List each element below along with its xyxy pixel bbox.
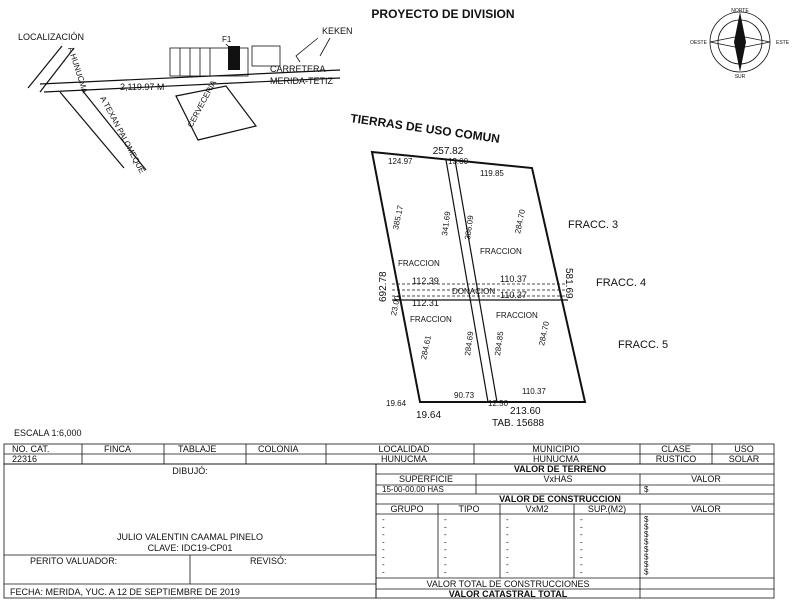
superficie-value: 15-00-00.00 HAS — [382, 485, 444, 494]
construccion-empty-cell: - — [382, 567, 385, 577]
compass-rose — [690, 8, 790, 80]
right-lower: 284.70 — [537, 320, 552, 347]
construccion-empty-cell: - — [506, 537, 509, 547]
construccion-empty-cell: - — [580, 515, 583, 524]
parcel-plan — [350, 111, 669, 429]
left-mid-small: 23.00 — [389, 294, 403, 317]
value-localidad: HUNUCMA — [381, 454, 427, 464]
construccion-empty-cell: - — [444, 537, 447, 547]
fraccion-label-3: FRACCION — [410, 315, 452, 324]
fraccion-label-1: FRACCION — [398, 259, 440, 268]
reviso-label: REVISÓ: — [250, 556, 287, 566]
construccion-empty-cell: - — [506, 567, 509, 577]
road-texan-label: A TEXAN PALOMEQUE — [98, 94, 147, 175]
fracc-4-label: FRACC. 4 — [596, 277, 647, 289]
value-municipio: HUNUCMA — [533, 454, 579, 464]
construccion-currency-cell: $ — [644, 522, 649, 532]
construccion-currency-cell: $ — [644, 567, 649, 577]
construccion-empty-cell: - — [444, 560, 447, 569]
inner-right-lower: 284.85 — [493, 330, 506, 357]
fracc-5-label: FRACC. 5 — [618, 339, 669, 351]
inner-left-lower: 284.69 — [463, 330, 476, 357]
construccion-header-sup: SUP.(M2) — [587, 504, 627, 514]
construccion-empty-cell: - — [506, 552, 509, 562]
construccion-empty-cell: - — [444, 530, 447, 539]
valor-catastral-total-label: VALOR CATASTRAL TOTAL — [448, 589, 568, 599]
mid-left-lower: 112.31 — [412, 298, 439, 308]
donation-label: DONACION — [452, 287, 496, 296]
construccion-currency-cell: $ — [644, 552, 649, 562]
mid-right-upper: 110.37 — [500, 274, 527, 284]
header-tablaje: TABLAJE — [178, 444, 217, 454]
bottom-tab: TAB. 15688 — [492, 418, 545, 429]
header-finca: FINCA — [104, 444, 131, 454]
compass-west: OESTE — [690, 40, 707, 46]
keken-label: KEKEN — [322, 26, 353, 36]
col-superficie: SUPERFICIE — [398, 474, 454, 484]
mid-left-upper: 112.39 — [412, 276, 439, 286]
fracc-3-label: FRACC. 3 — [568, 219, 619, 231]
construccion-empty-cell: - — [382, 522, 385, 532]
mid-right-lower: 110.37 — [500, 290, 527, 300]
construccion-empty-cell: - — [444, 522, 447, 532]
construccion-currency-cell: $ — [644, 537, 649, 547]
construccion-empty-cell: - — [506, 530, 509, 539]
value-no-cat: 22316 — [12, 454, 38, 464]
col-valor: VALOR — [691, 474, 721, 484]
title-block — [4, 444, 774, 599]
distance-label: 2,119.97 M — [120, 82, 165, 92]
construccion-empty-cell: - — [506, 515, 509, 524]
construccion-empty-cell: - — [580, 522, 583, 532]
project-title: PROYECTO DE DIVISION — [371, 7, 515, 21]
top-left-segment: 124.97 — [388, 157, 413, 166]
dibujo-label: DIBUJÓ: — [172, 466, 208, 476]
construccion-header-tipo: TIPO — [458, 504, 480, 514]
construccion-currency-cell: $ — [644, 530, 649, 539]
construccion-empty-cell: - — [580, 552, 583, 562]
top-mid-segment: 13.00 — [448, 157, 469, 166]
construccion-empty-cell: - — [382, 552, 385, 562]
construccion-empty-cell: - — [506, 545, 509, 554]
construccion-empty-cell: - — [580, 537, 583, 547]
bottom-left-small: 19.64 — [386, 399, 407, 408]
location-map — [18, 26, 353, 175]
construccion-header-grupo: GRUPO — [390, 504, 424, 514]
left-upper: 385.17 — [391, 204, 406, 231]
construccion-rows — [382, 515, 649, 577]
terreno-currency: $ — [644, 485, 649, 494]
top-right-segment: 119.85 — [480, 169, 504, 178]
header-localidad: LOCALIDAD — [378, 444, 430, 454]
fecha-label: FECHA: MERIDA, YUC. A 12 DE SEPTIEMBRE DE 2019 — [10, 587, 240, 597]
right-upper: 284.70 — [513, 208, 528, 235]
construccion-empty-cell: - — [506, 560, 509, 569]
compass-north: NORTE — [731, 8, 749, 14]
construccion-empty-cell: - — [382, 560, 385, 569]
construccion-currency-cell: $ — [644, 515, 649, 524]
header-colonia: COLONIA — [258, 444, 299, 454]
value-clase: RUSTICO — [655, 454, 697, 464]
header-municipio: MUNICIPIO — [532, 444, 580, 454]
construccion-empty-cell: - — [506, 522, 509, 532]
location-title: LOCALIZACIÓN — [18, 32, 85, 42]
f1-label: F1 — [222, 35, 232, 44]
carretera-label-1: CARRETERA — [270, 64, 326, 74]
bottom-right: 110.37 — [522, 387, 546, 396]
construccion-empty-cell: - — [444, 545, 447, 554]
valor-construccion-title: VALOR DE CONSTRUCCION — [499, 494, 621, 504]
construccion-empty-cell: - — [444, 515, 447, 524]
right-side-total: 581.69 — [563, 268, 574, 299]
valor-terreno-title: VALOR DE TERRENO — [513, 464, 607, 474]
construccion-empty-cell: - — [580, 530, 583, 539]
bottom-total: 213.60 — [510, 406, 541, 417]
left-lower: 284.61 — [419, 334, 434, 361]
inner-right-upper: 386.09 — [463, 214, 476, 241]
construccion-empty-cell: - — [580, 545, 583, 554]
construccion-currency-cell: $ — [644, 545, 649, 554]
header-uso: USO — [734, 444, 754, 454]
construccion-header-vxm2: VxM2 — [525, 504, 549, 514]
construccion-header-valor: VALOR — [691, 504, 721, 514]
col-vxhas: VxHAS — [543, 474, 573, 484]
compass-south: SUR — [734, 74, 746, 80]
construccion-empty-cell: - — [444, 567, 447, 577]
fraccion-label-2: FRACCION — [480, 247, 522, 256]
construccion-empty-cell: - — [444, 552, 447, 562]
bottom-mid: 90.73 — [454, 391, 475, 400]
header-no-cat: NO. CAT. — [12, 444, 50, 454]
total-construcciones-label: VALOR TOTAL DE CONSTRUCCIONES — [426, 579, 590, 589]
cerveceria-label: CERVECERIA — [185, 78, 219, 129]
construccion-empty-cell: - — [382, 530, 385, 539]
value-uso: SOLAR — [728, 454, 760, 464]
top-total: 257.82 — [432, 146, 464, 157]
construccion-empty-cell: - — [382, 545, 385, 554]
road-hunucma-label: A HUNUCMA — [66, 45, 90, 95]
header-clase: CLASE — [661, 444, 691, 454]
fraccion-label-4: FRACCION — [496, 311, 538, 320]
bottom-left-outer: 19.64 — [416, 410, 442, 421]
construccion-empty-cell: - — [382, 515, 385, 524]
carretera-label-2: MERIDA-TETIZ — [270, 76, 333, 86]
dibujo-clave: CLAVE: IDC19-CP01 — [147, 543, 233, 553]
construccion-currency-cell: $ — [644, 560, 649, 569]
bottom-small: 12.50 — [488, 399, 509, 408]
construccion-empty-cell: - — [382, 537, 385, 547]
dibujo-name: JULIO VALENTIN CAAMAL PINELO — [116, 532, 264, 542]
inner-left-upper: 341.69 — [440, 210, 453, 237]
scale-label: ESCALA 1:6,000 — [14, 428, 82, 438]
compass-east: ESTE — [776, 40, 790, 46]
construccion-empty-cell: - — [580, 567, 583, 577]
perito-label: PERITO VALUADOR: — [30, 556, 118, 566]
construccion-empty-cell: - — [580, 560, 583, 569]
tierras-uso-comun-label: TIERRAS DE USO COMUN — [349, 111, 501, 146]
left-side-total: 692.78 — [378, 271, 389, 302]
